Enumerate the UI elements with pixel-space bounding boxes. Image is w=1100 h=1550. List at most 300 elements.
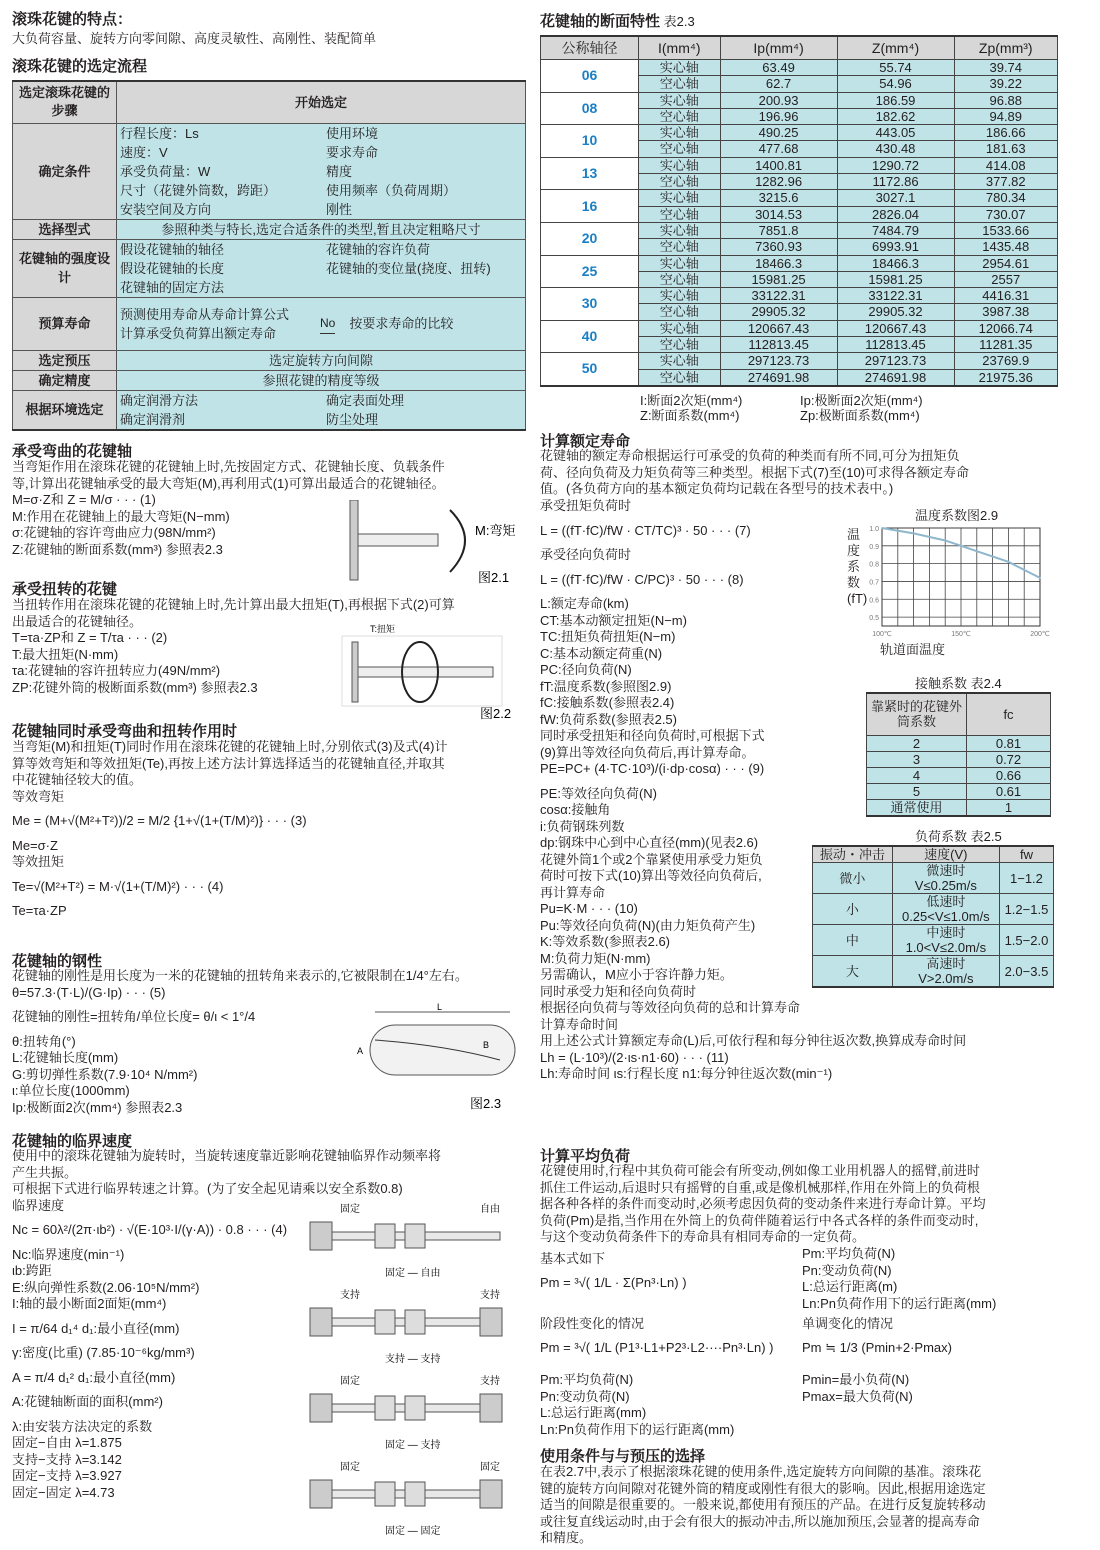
fig-caption: 图2.2: [480, 706, 512, 721]
text-line: 算等效弯矩和等效扭矩(Te),再按上述方法计算选择适当的花键轴直径,并取其: [12, 755, 445, 771]
table-cell: 120667.43: [720, 320, 837, 336]
table24-title: 接触系数 表2.4: [915, 676, 1002, 691]
text-line: [12, 805, 447, 813]
condition-item: 尺寸（花键外筒数，跨距）: [120, 182, 277, 198]
table-row: [813, 894, 1054, 925]
text-line: 同时承受扭矩和径向负荷时,可根据下式: [540, 728, 765, 743]
condition-item: 预测使用寿命从寿命计算公式: [120, 306, 290, 322]
table-cell: 63.49: [720, 60, 837, 76]
text-line: Pu=K·M · · · (10): [540, 901, 638, 916]
text-line: 等效扭矩: [12, 854, 65, 869]
flow-title: 滚珠花键的选定流程: [12, 58, 148, 75]
condition-item: 使用环境: [326, 125, 379, 141]
text-line: C:基本动额定荷重(N): [540, 645, 663, 661]
text-line: Ln:Pn负荷作用下的运行距离(mm): [540, 1421, 735, 1437]
step-formula: Pm = ³√( 1/L (P1³·L1+P2³·L2····Pn³·Ln) ): [540, 1340, 774, 1355]
table-row: [541, 60, 1058, 76]
table-cell: 实心轴: [639, 92, 721, 108]
text-line: L:额定寿命(km): [540, 596, 629, 611]
text-line: T:最大扭矩(N·mm): [12, 646, 119, 662]
text-line: TC:扭矩负荷扭矩(N−m): [540, 629, 676, 644]
speed-label: 低速时: [926, 894, 966, 909]
table-cell: 3027.1: [837, 190, 954, 206]
table-cell: 33122.31: [837, 288, 954, 304]
text-line: Me=σ·Z: [12, 837, 58, 853]
table23-subtitle: 表2.3: [663, 14, 695, 29]
chart-ylabel: 温度系数(fT): [847, 527, 868, 606]
table-cell: 0.66: [967, 767, 1051, 783]
left-col: [120, 240, 326, 297]
text-line: Z:花键轴的断面系数(mm³) 参照表2.3: [12, 541, 223, 557]
table-cell: 430.48: [837, 141, 954, 157]
table-cell: 空心轴: [639, 369, 721, 386]
right-mount-label: 支持: [480, 1290, 500, 1301]
fw-cell: 1−1.2: [999, 863, 1053, 894]
preload-title: 使用条件与与预压的选择: [540, 1448, 706, 1465]
text-line: dp:钢珠中心到中心直径(mm)(见表2.6): [540, 835, 759, 850]
table-cell: 实心轴: [639, 60, 721, 76]
start-header: 开始选定: [117, 81, 526, 123]
table25-title: 负荷系数 表2.5: [915, 829, 1002, 844]
table-cell: 空心轴: [639, 271, 721, 287]
table-cell: 实心轴: [639, 353, 721, 369]
step-content: 参照花键的精度等级: [117, 370, 526, 390]
condition-item: 确定润滑方法: [120, 392, 199, 408]
text-line: Pn:变动负荷(N): [802, 1262, 892, 1278]
data-point: [881, 527, 883, 529]
right-support: [480, 1308, 502, 1336]
table-row: [541, 320, 1058, 336]
step-label: 阶段性变化的情况: [540, 1316, 645, 1331]
step-content: 参照种类与特长,选定合适条件的类型,暂且决定粗略尺寸: [117, 219, 526, 239]
y-tick-label: 0.6: [869, 597, 879, 605]
right-col: [320, 305, 454, 343]
table-cell: 1290.72: [837, 157, 954, 173]
text-line: CT:基本动额定扭矩(N−m): [540, 612, 687, 628]
condition-item: 假设花键轴的轴径: [120, 241, 225, 257]
left-mount-label: 支持: [340, 1290, 360, 1301]
y-tick-label: 0.5: [869, 615, 879, 623]
text-line: A:花键轴断面的面积(mm²): [12, 1394, 163, 1409]
nominal-diameter: 08: [541, 92, 639, 125]
table-cell: 7484.79: [837, 222, 954, 238]
table-row: [541, 92, 1058, 108]
table-cell: 297123.73: [720, 353, 837, 369]
features-text: 大负荷容量、旋转方向零间隙、高度灵敏性、高刚性、装配简单: [12, 31, 377, 46]
nominal-diameter: 50: [541, 353, 639, 386]
left-col: [120, 391, 326, 429]
right-col: [326, 240, 491, 297]
condition-item: 确定表面处理: [326, 392, 405, 408]
text-line: T=τa·ZP和 Z = T/τa · · · (2): [12, 630, 168, 645]
bending-title: 承受弯曲的花键轴: [12, 443, 133, 460]
left-mount-label: 固定: [340, 1376, 360, 1387]
spline-nut: [405, 1482, 425, 1506]
content-columns: [120, 391, 522, 429]
flow-row: [13, 390, 526, 430]
right-mount-label: 固定: [480, 1462, 500, 1473]
text-line: 临界速度: [12, 1197, 65, 1213]
table-cell: 4416.31: [954, 288, 1057, 304]
right-col: [326, 124, 456, 219]
step-content: [117, 239, 526, 297]
table-cell: 94.89: [954, 108, 1057, 124]
text-line: L:总运行距离(m): [802, 1279, 898, 1294]
text-line: Pn:变动负荷(N): [540, 1388, 630, 1404]
table-cell: 186.66: [954, 125, 1057, 141]
table-cell: 21975.36: [954, 369, 1057, 386]
legend-i: I:断面2次矩(mm⁴): [640, 393, 743, 408]
left-col: [120, 124, 326, 219]
text-line: 等效弯矩: [12, 788, 65, 804]
text-line: M:负荷力矩(N·mm): [540, 950, 651, 966]
text-line: 在表2.7中,表示了根据滚珠花键的使用条件,选定旋转方向间隙的基准。滚珠花: [540, 1464, 982, 1479]
table-cell: 414.08: [954, 157, 1057, 173]
flow-row: [13, 239, 526, 297]
table-row: [541, 157, 1058, 173]
text-line: Nc:临界速度(min⁻¹): [12, 1246, 125, 1262]
table-row: [813, 863, 1054, 894]
combined-text: [12, 739, 447, 920]
text-line: 使用中的滚珠花键轴为旋转时，当旋转速度靠近影响花键轴临界作动频率将: [12, 1148, 442, 1163]
condition-item: 确定润滑剂: [120, 411, 186, 427]
table-cell: 1: [967, 799, 1051, 816]
text-line: L = ((fT·fC)/fW · C/PC)³ · 50 · · · (8): [540, 571, 744, 587]
fw-cell: 1.5−2.0: [999, 925, 1053, 956]
text-line: 用上述公式计算额定寿命(L)后,可依行程和每分钟往返次数,换算成寿命时间: [540, 1033, 967, 1048]
spline-nut: [375, 1310, 395, 1334]
table-row: [867, 767, 1051, 783]
figure-2-1: [340, 500, 530, 588]
table-cell: 4: [867, 767, 967, 783]
text-line: 或往复直线运动时,由于会有很大的振动冲击,所以施加预压,会显著的提高寿命: [540, 1513, 980, 1529]
table-cell: 实心轴: [639, 255, 721, 271]
text-line: Te=τa·ZP: [12, 903, 67, 918]
preload-text: [540, 1464, 986, 1547]
column-header: fw: [999, 846, 1053, 863]
step-content: 选定旋转方向间隙: [117, 350, 526, 370]
left-support: [310, 1308, 332, 1336]
column-header: 公称轴径: [541, 36, 639, 60]
condition-item: 要求寿命: [326, 144, 379, 160]
legend-z: Z:断面系数(mm⁴): [640, 408, 740, 423]
average-title: 计算平均负荷: [540, 1148, 631, 1165]
vibration-cell: 小: [813, 894, 893, 925]
legend-zp: Zp:极断面系数(mm⁴): [800, 408, 920, 423]
table-cell: 2557: [954, 271, 1057, 287]
table-cell: 186.59: [837, 92, 954, 108]
speed-range: 1.0<V≤2.0m/s: [905, 940, 987, 955]
text-line: θ:扭转角(°): [12, 1033, 76, 1049]
speed-range: 0.25<V≤1.0m/s: [901, 909, 990, 924]
table-cell: 3: [867, 751, 967, 767]
fig-label-l: L: [437, 1002, 443, 1012]
combined-title: 花键轴同时承受弯曲和扭转作用时: [12, 723, 238, 740]
spline-nut: [375, 1482, 395, 1506]
condition-item: 行程长度：Ls: [120, 125, 199, 141]
table-row: [541, 255, 1058, 271]
text-line: PC:径向负荷(N): [540, 662, 632, 677]
text-line: K:等效系数(参照表2.6): [540, 934, 671, 949]
text-line: I:轴的最小断面2面矩(mm⁴): [12, 1296, 167, 1311]
mounting-diagram: [300, 1200, 520, 1285]
right-mount-label: 自由: [480, 1204, 500, 1215]
left-col: [120, 305, 326, 343]
text-line: L:总运行距离(mm): [540, 1405, 647, 1420]
table-cell: 1435.48: [954, 239, 1057, 255]
flow-row: [13, 370, 526, 390]
vibration-cell: 中: [813, 925, 893, 956]
table-row: [541, 288, 1058, 304]
table-cell: 12066.74: [954, 320, 1057, 336]
fig-caption: 图2.3: [470, 1096, 502, 1111]
vibration-cell: 微小: [813, 863, 893, 894]
table-cell: 0.61: [967, 783, 1051, 799]
table-cell: 377.82: [954, 174, 1057, 190]
table-cell: 5: [867, 783, 967, 799]
table-cell: 实心轴: [639, 320, 721, 336]
table-row: [541, 222, 1058, 238]
condition-item: 花键轴的变位量(挠度、扭转): [326, 260, 491, 276]
table-cell: 62.7: [720, 76, 837, 92]
left-support: [310, 1480, 332, 1508]
average-text: [540, 1163, 986, 1246]
life-title: 计算额定寿命: [540, 433, 631, 450]
table-cell: 33122.31: [720, 288, 837, 304]
table-cell: 0.81: [967, 735, 1051, 751]
table-cell: 274691.98: [837, 369, 954, 386]
x-tick-label: 150℃: [951, 631, 971, 638]
fw-cell: 2.0−3.5: [999, 956, 1053, 988]
y-tick-label: 0.7: [869, 579, 879, 587]
table-cell: 1400.81: [720, 157, 837, 173]
life-intro: [540, 448, 969, 498]
table-row: [541, 353, 1058, 369]
step-cell: 确定条件: [13, 123, 117, 219]
text-line: fW:负荷系数(参照表2.5): [540, 711, 677, 727]
nominal-diameter: 40: [541, 320, 639, 353]
table23-title: 花键轴的断面特性: [540, 13, 661, 30]
step-cell: 选定预压: [13, 350, 117, 370]
figure-2-3: [345, 1000, 530, 1115]
table-cell: 112813.45: [720, 337, 837, 353]
flow-header-row: [13, 81, 526, 123]
speed-cell: [892, 863, 999, 894]
text-line: 支持−支持 λ=3.142: [12, 1451, 122, 1467]
column-header: Zp(mm³): [954, 36, 1057, 60]
section-properties-table: [540, 35, 1058, 387]
table-cell: 空心轴: [639, 174, 721, 190]
text-line: PE:等效径向负荷(N): [540, 785, 658, 801]
text-line: σ:花键轴的容许弯曲应力(98N/mm²): [12, 525, 216, 540]
table-cell: 实心轴: [639, 288, 721, 304]
text-line: 当弯矩(M)和扭矩(T)同时作用在滚珠花键的花键轴上时,分别依式(3)及式(4)计: [12, 739, 448, 754]
text-line: A = π/4 d₁² d₁:最小直径(mm): [12, 1369, 176, 1385]
fig-label: T:扭矩: [370, 624, 396, 634]
mono-label: 单调变化的情况: [802, 1316, 894, 1331]
text-line: cosα:接触角: [540, 802, 611, 817]
table-cell: 空心轴: [639, 141, 721, 157]
table-cell: 1282.96: [720, 174, 837, 190]
fig-label-b: B: [483, 1040, 490, 1050]
table-row: [867, 799, 1051, 816]
table-row: [813, 956, 1054, 988]
text-line: G:剪切弹性系数(7.9·10⁴ N/mm²): [12, 1066, 198, 1082]
table-cell: 730.07: [954, 206, 1057, 222]
text-line: 计算寿命时间: [540, 1016, 619, 1032]
shaft: [370, 1025, 515, 1075]
spline-nut: [375, 1224, 395, 1248]
data-point: [976, 550, 978, 552]
condition-item: 使用频率（负荷周期）: [326, 182, 457, 198]
wall: [350, 500, 358, 580]
table-cell: 23769.9: [954, 353, 1057, 369]
nominal-diameter: 06: [541, 60, 639, 93]
step-cell: 确定精度: [13, 370, 117, 390]
fig-label: M:弯矩: [475, 523, 516, 538]
table-cell: 274691.98: [720, 369, 837, 386]
legend-ip: Ip:极断面2次矩(mm⁴): [800, 393, 923, 408]
text-line: M:作用在花键轴上的最大弯矩(N−mm): [12, 508, 230, 524]
text-line: 当弯矩作用在滚珠花键的花键轴上时,先按固定方式、花键轴长度、负载条件: [12, 459, 445, 474]
mounting-diagram: [300, 1286, 520, 1371]
step-content: [117, 123, 526, 219]
table-row: [867, 783, 1051, 799]
table-cell: 120667.43: [837, 320, 954, 336]
y-tick-label: 0.8: [869, 561, 879, 569]
text-line: 键的旋转方向间隙对花键外筒的精度或刚性有很大的影响。因此,根据用途选定: [540, 1480, 986, 1496]
speed-cell: [892, 925, 999, 956]
text-line: 再计算寿命: [540, 884, 606, 900]
text-line: γ:密度(比重) (7.85·10⁻⁶kg/mm³): [12, 1345, 195, 1360]
condition-item: 计算承受负荷算出额定寿命: [120, 325, 277, 341]
spline-nut: [375, 1396, 395, 1420]
column-header: Ip(mm⁴): [720, 36, 837, 60]
table-cell: 55.74: [837, 60, 954, 76]
text-line: [12, 871, 447, 879]
table-cell: 54.96: [837, 76, 954, 92]
text-line: λ:由安装方法决定的系数: [12, 1418, 153, 1434]
speed-label: 微速时: [926, 863, 966, 878]
text-line: 抓住工件运动,后退时只有摇臂的自重,或是像机械那样,作用在外筒上的负荷根: [540, 1179, 980, 1195]
text-line: 和精度。: [540, 1530, 593, 1545]
speed-label: 高速时: [926, 956, 966, 971]
text-line: 花键轴的刚性是用长度为一米的花键轴的扭转角来表示的,它被限制在1/4°左右。: [12, 968, 468, 983]
table-row: [867, 735, 1051, 751]
temperature-chart: [845, 505, 1060, 655]
text-line: Ln:Pn负荷作用下的运行距离(mm): [802, 1295, 997, 1311]
table23-heading: [540, 10, 695, 31]
header-row: [813, 846, 1054, 863]
text-line: (9)算出等效径向负荷后,再计算寿命。: [540, 744, 755, 760]
table-cell: 空心轴: [639, 76, 721, 92]
text-line: 花键轴的刚性=扭转角/单位长度= θ/ι < 1°/4: [12, 1009, 256, 1024]
table-cell: 15981.25: [720, 271, 837, 287]
text-line: [12, 895, 447, 903]
x-tick-label: 100℃: [872, 631, 892, 638]
content-columns: [120, 124, 522, 219]
text-line: Ip:极断面2次(mm⁴) 参照表2.3: [12, 1099, 183, 1115]
table-cell: 6993.91: [837, 239, 954, 255]
table-cell: 39.22: [954, 76, 1057, 92]
text-line: PE=PC+ (4·TC·10³)/(i·dp·cosα) · · · (9): [540, 761, 765, 776]
column-header: 振动・冲击: [813, 846, 893, 863]
speed-range: V>2.0m/s: [918, 971, 974, 986]
load-factor-table: [812, 845, 1054, 988]
shaft: [358, 534, 438, 546]
text-line: 值。(各负荷方向的基本额定负荷均记载在各型号的技术表中。): [540, 481, 894, 496]
text-line: 荷时可按下式(10)算出等效径向负荷后,: [540, 868, 762, 883]
text-line: 承受扭矩负荷时: [540, 498, 632, 513]
text-line: 出最适合的花键轴径。: [12, 613, 143, 629]
bend-arrow-icon: [450, 510, 465, 572]
chart-svg: [845, 505, 1060, 655]
chart-title: 温度系数图2.9: [915, 508, 999, 523]
nominal-diameter: 13: [541, 157, 639, 190]
basic-formula: Pm = ³√( 1/L · Σ(Pn³·Ln) ): [540, 1275, 687, 1290]
speed-cell: [892, 894, 999, 925]
compare-text: 按要求寿命的比较: [349, 316, 454, 331]
text-line: Pm:平均负荷(N): [540, 1372, 634, 1387]
text-line: 中花键轴径较大的值。: [12, 772, 143, 787]
text-line: 固定−固定 λ=4.73: [12, 1484, 115, 1500]
data-point: [1039, 577, 1041, 579]
spline-nut: [405, 1310, 425, 1334]
table-cell: 96.88: [954, 92, 1057, 108]
text-line: 花键轴的额定寿命根据运行可承受的负荷的种类而有所不同,可分为扭矩负: [540, 448, 960, 463]
content-columns: [120, 305, 522, 343]
text-line: 当扭转作用在滚珠花键的花键轴上时,先计算出最大扭矩(T),再根据下式(2)可算: [12, 597, 455, 612]
column-header: I(mm⁴): [639, 36, 721, 60]
text-line: Me = (M+√(M²+T²))/2 = M/2 {1+√(1+(T/M)²)} · · · (3): [12, 813, 307, 828]
table-cell: 实心轴: [639, 157, 721, 173]
table23-legend: [640, 393, 923, 423]
table-cell: 11281.35: [954, 337, 1057, 353]
table-cell: 29905.32: [837, 304, 954, 320]
spline-nut: [405, 1396, 425, 1420]
diagram-caption: 固定 — 支持: [385, 1440, 441, 1451]
diagram-caption: 固定 — 固定: [385, 1526, 441, 1537]
text-line: 另需确认，M应小于容许静力矩。: [540, 967, 733, 982]
y-tick-label: 1.0: [869, 526, 879, 533]
table-cell: 实心轴: [639, 190, 721, 206]
condition-item: 安装空间及方向: [120, 201, 212, 217]
text-line: 同时承受力矩和径向负荷时: [540, 983, 697, 999]
table-cell: 29905.32: [720, 304, 837, 320]
text-line: 适当的间隙是很重要的。一般来说,都使用有预压的产品。在进行反复旋转移动: [540, 1497, 986, 1512]
text-line: 与这个变动负荷条件下的寿命具有相同寿命的一定负荷。: [540, 1229, 866, 1244]
flow-row: [13, 350, 526, 370]
features-title: 滚珠花键的特点：: [12, 11, 133, 28]
header-row: [541, 36, 1058, 60]
table-cell: 297123.73: [837, 353, 954, 369]
right-mount-label: 支持: [480, 1376, 500, 1387]
text-line: E:纵向弹性系数(2.06·10⁵N/mm²): [12, 1279, 200, 1295]
column-header: fc: [967, 693, 1051, 735]
mounting-diagram: [300, 1458, 520, 1543]
fig-caption: 图2.1: [478, 570, 510, 585]
table-cell: 实心轴: [639, 125, 721, 141]
table-cell: 1172.86: [837, 174, 954, 190]
left-mount-label: 固定: [340, 1462, 360, 1473]
text-line: Pm:平均负荷(N): [802, 1246, 896, 1261]
table-cell: 780.34: [954, 190, 1057, 206]
header-row: [867, 693, 1051, 735]
flow-row: [13, 219, 526, 239]
text-line: θ=57.3·(T·L)/(G·Ip) · · · (5): [12, 984, 166, 1000]
table-cell: 196.96: [720, 108, 837, 124]
spline-nut: [405, 1224, 425, 1248]
